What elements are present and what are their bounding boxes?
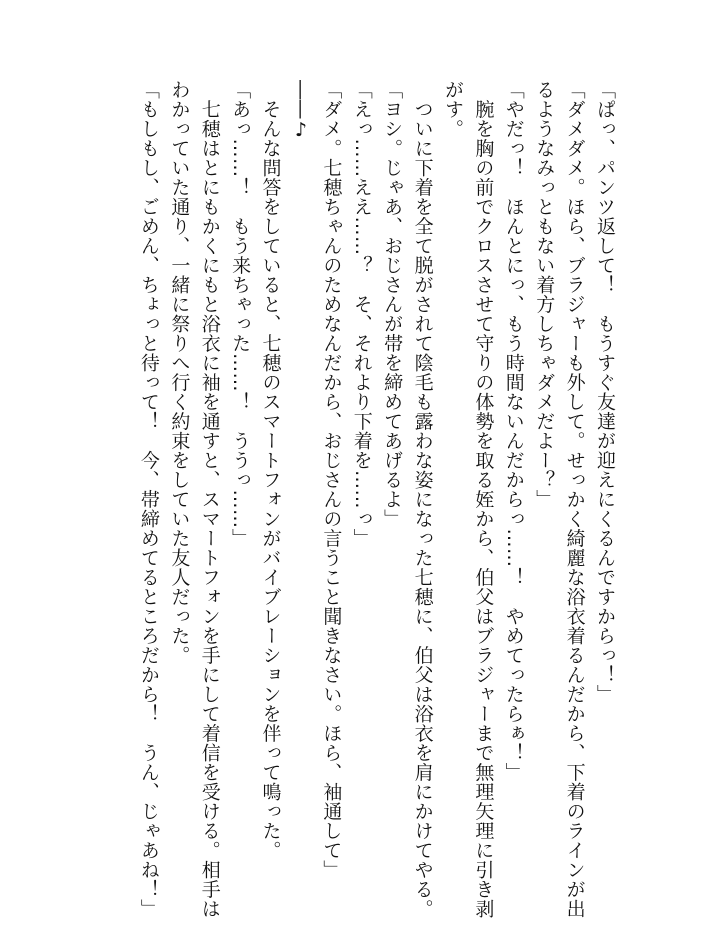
text-line: 「あっ……！ もう来ちゃった……！ ううっ……」 <box>229 80 252 548</box>
text-line: るようなみっともない着方しちゃダメだよー？」 <box>533 80 556 509</box>
text-line: 「ダメ。七穂ちゃんのためなんだから、おじさんの言うこと聞きなさい。ほら、袖通して」 <box>320 80 343 880</box>
text-line: 「やだっ！ ほんとにっ、もう時間ないんだからっ……！ やめてったらぁ！」 <box>502 80 525 782</box>
text-line: 腕を胸の前でクロスさせて守りの体勢を取る姪から、伯父はブラジャーまで無理矢理に引き剥 <box>472 80 495 919</box>
text-line: わかっていた通り、一緒に祭りへ行く約束をしていた友人だった。 <box>168 80 191 665</box>
text-line: 七穂はとにもかくにもと浴衣に袖を通すと、スマートフォンを手にして着信を受ける。相手は <box>198 80 221 919</box>
text-line: ――♪ <box>289 80 312 142</box>
vertical-text-block <box>134 80 621 919</box>
text-line: そんな問答をしていると、七穂のスマートフォンがバイブレーションを伴って鳴った。 <box>259 80 282 860</box>
text-line: 「ぱっ、パンツ返して！ もうすぐ友達が迎えにくるんですからっ！」 <box>594 80 616 704</box>
text-line: 「もしもし、ごめん、ちょっと待って！ 今、帯締めてるところだから！ うん、じゃあね！」 <box>137 80 160 919</box>
text-line: 「ヨシ。じゃあ、おじさんが帯を締めてあげるよ」 <box>381 80 404 529</box>
text-line: 「えっ……ええ……？ そ、それより下着を……っ」 <box>350 80 373 548</box>
text-line: がす。 <box>441 80 464 139</box>
text-line: 「ダメダメ。ほら、ブラジャーも外して。せっかく綺麗な浴衣着るんだから、下着のラインが出 <box>563 80 586 919</box>
text-line: ついに下着を全て脱がされて陰毛も露わな姿になった七穂に、伯父は浴衣を肩にかけてやる。 <box>411 80 434 919</box>
